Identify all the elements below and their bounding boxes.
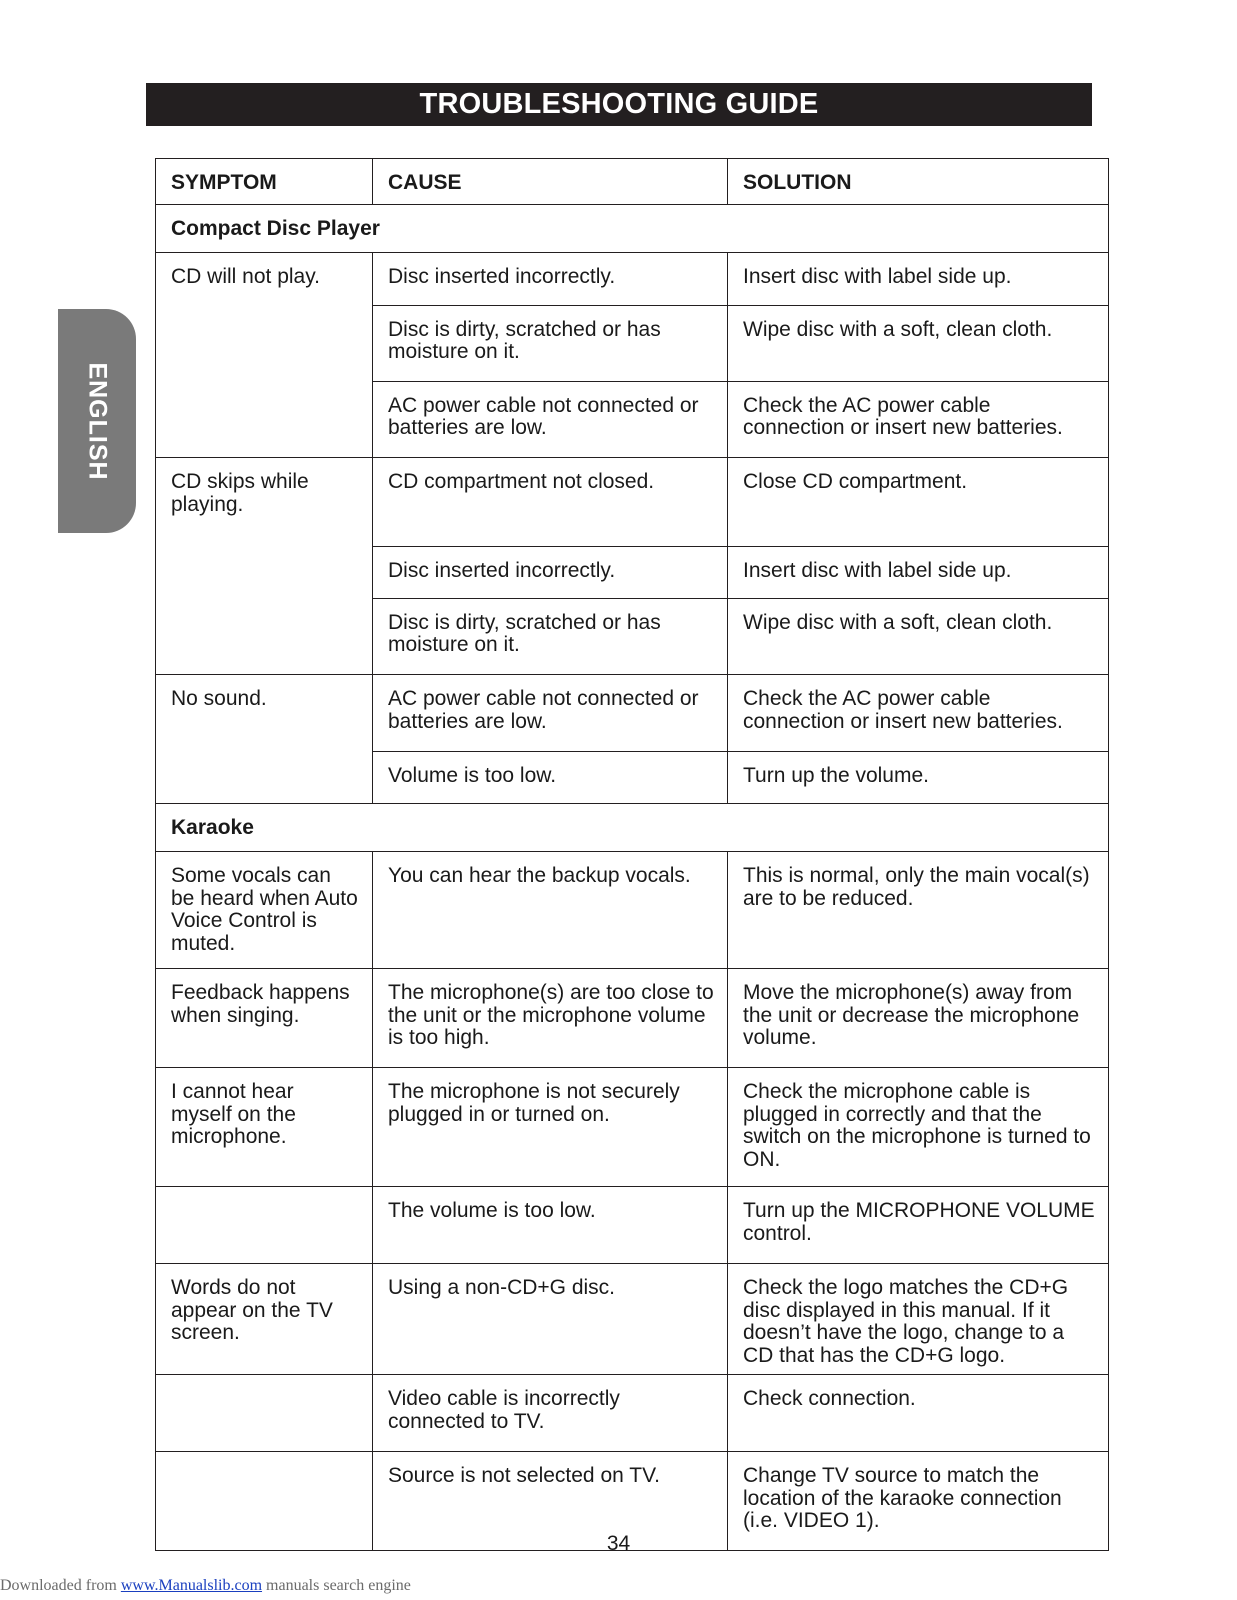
- header-solution: SOLUTION: [728, 159, 1109, 205]
- table-row: [156, 1187, 1109, 1264]
- troubleshooting-table-body: [156, 159, 1109, 1551]
- table-row: [156, 675, 1109, 752]
- solution-cell: Move the microphone(s) away from the unit or decrease the microphone volume.: [728, 969, 1109, 1068]
- table-row: [156, 1375, 1109, 1452]
- cause-cell: Disc is dirty, scratched or has moisture on it.: [373, 598, 728, 675]
- download-footer: [0, 1577, 411, 1595]
- cause-cell: AC power cable not connected or batteries are low.: [373, 675, 728, 752]
- table-row: [156, 546, 1109, 598]
- symptom-cell: [156, 381, 373, 458]
- cause-cell: Volume is too low.: [373, 751, 728, 804]
- solution-cell: Check the microphone cable is plugged in correctly and that the switch on the microphone is turned to ON.: [728, 1068, 1109, 1187]
- footer-prefix: Downloaded from: [0, 1577, 121, 1594]
- table-row: [156, 969, 1109, 1068]
- symptom-cell: Words do not appear on the TV screen.: [156, 1264, 373, 1375]
- solution-cell: Wipe disc with a soft, clean cloth.: [728, 305, 1109, 381]
- solution-cell: Turn up the volume.: [728, 751, 1109, 804]
- cause-cell: Disc inserted incorrectly.: [373, 546, 728, 598]
- section-title: Karaoke: [156, 804, 1109, 852]
- cause-cell: The volume is too low.: [373, 1187, 728, 1264]
- footer-suffix: manuals search engine: [262, 1577, 411, 1594]
- symptom-cell: [156, 598, 373, 675]
- section-row: [156, 804, 1109, 852]
- symptom-cell: [156, 305, 373, 381]
- cause-cell: Video cable is incorrectly connected to TV.: [373, 1375, 728, 1452]
- solution-cell: Insert disc with label side up.: [728, 546, 1109, 598]
- cause-cell: Using a non-CD+G disc.: [373, 1264, 728, 1375]
- language-tab-label: ENGLISH: [83, 361, 112, 481]
- cause-cell: Disc inserted incorrectly.: [373, 253, 728, 306]
- solution-cell: Check the logo matches the CD+G disc displayed in this manual. If it doesn’t have the logo, change to a CD that has the CD+G logo.: [728, 1264, 1109, 1375]
- solution-cell: Insert disc with label side up.: [728, 253, 1109, 306]
- table-row: [156, 1264, 1109, 1375]
- symptom-cell: [156, 546, 373, 598]
- cause-cell: AC power cable not connected or batteries are low.: [373, 381, 728, 458]
- symptom-cell: [156, 751, 373, 804]
- symptom-cell: CD will not play.: [156, 253, 373, 306]
- table-row: [156, 1068, 1109, 1187]
- header-symptom: SYMPTOM: [156, 159, 373, 205]
- symptom-cell: [156, 1375, 373, 1452]
- table-row: [156, 751, 1109, 804]
- symptom-cell: CD skips while playing.: [156, 458, 373, 547]
- page-title: TROUBLESHOOTING GUIDE: [146, 83, 1092, 126]
- cause-cell: Disc is dirty, scratched or has moisture on it.: [373, 305, 728, 381]
- solution-cell: Change TV source to match the location of the karaoke connection (i.e. VIDEO 1).: [728, 1452, 1109, 1551]
- solution-cell: Check the AC power cable connection or insert new batteries.: [728, 381, 1109, 458]
- page-number: 34: [606, 1532, 631, 1555]
- solution-cell: This is normal, only the main vocal(s) are to be reduced.: [728, 852, 1109, 969]
- footer-link[interactable]: www.Manualslib.com: [120, 1577, 263, 1594]
- cause-cell: The microphone(s) are too close to the unit or the microphone volume is too high.: [373, 969, 728, 1068]
- table-row: [156, 253, 1109, 306]
- header-cause: CAUSE: [373, 159, 728, 205]
- cause-cell: You can hear the backup vocals.: [373, 852, 728, 969]
- solution-cell: Check connection.: [728, 1375, 1109, 1452]
- solution-cell: Wipe disc with a soft, clean cloth.: [728, 598, 1109, 675]
- section-title: Compact Disc Player: [156, 205, 1109, 253]
- table-row: [156, 852, 1109, 969]
- symptom-cell: [156, 1187, 373, 1264]
- cause-cell: The microphone is not securely plugged in or turned on.: [373, 1068, 728, 1187]
- table-row: [156, 305, 1109, 381]
- cause-cell: CD compartment not closed.: [373, 458, 728, 547]
- table-row: [156, 381, 1109, 458]
- symptom-cell: Some vocals can be heard when Auto Voice Control is muted.: [156, 852, 373, 969]
- section-row: [156, 205, 1109, 253]
- solution-cell: Close CD compartment.: [728, 458, 1109, 547]
- table-row: [156, 458, 1109, 547]
- symptom-cell: I cannot hear myself on the microphone.: [156, 1068, 373, 1187]
- symptom-cell: No sound.: [156, 675, 373, 752]
- solution-cell: Check the AC power cable connection or insert new batteries.: [728, 675, 1109, 752]
- cause-cell: Source is not selected on TV.: [373, 1452, 728, 1551]
- solution-cell: Turn up the MICROPHONE VOLUME control.: [728, 1187, 1109, 1264]
- troubleshooting-table: [155, 158, 1109, 1551]
- symptom-cell: Feedback happens when singing.: [156, 969, 373, 1068]
- table-header-row: [156, 159, 1109, 205]
- language-tab: [58, 309, 136, 533]
- table-row: [156, 598, 1109, 675]
